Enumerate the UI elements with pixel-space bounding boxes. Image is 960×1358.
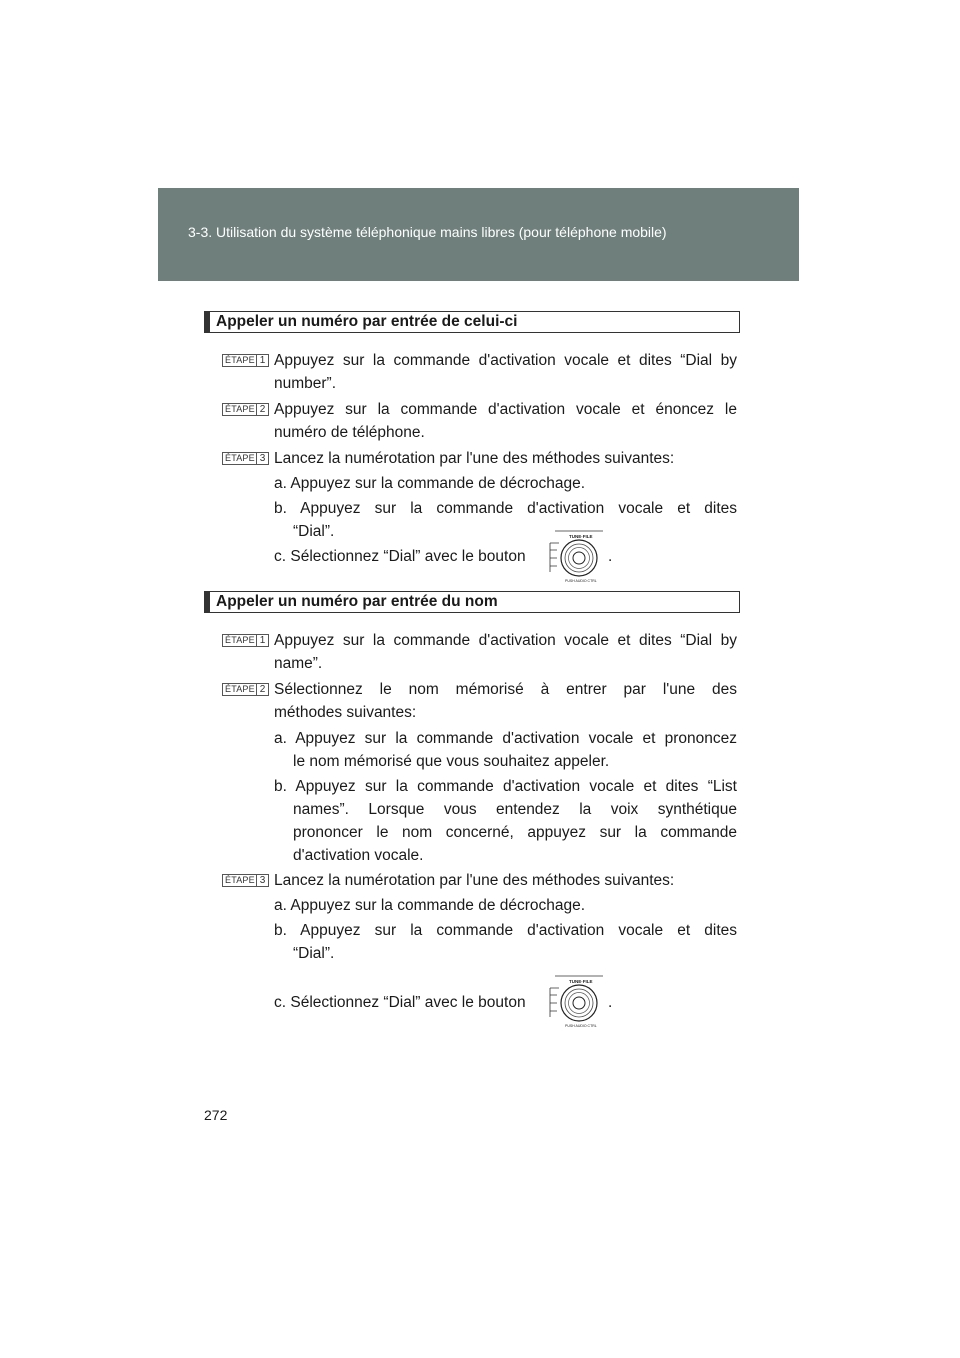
step-word: ÉTAPE (225, 684, 255, 694)
option-a: a. Appuyez sur la commande de décrochage. (274, 475, 586, 492)
step-badge-2 (222, 683, 269, 696)
step-word: ÉTAPE (225, 635, 255, 645)
option-b-cont: names”. Lorsque vous entendez la voix synthétique (293, 801, 737, 818)
option-b: b. Appuyez sur la commande d'activation vocale et dites (274, 500, 737, 517)
step-word: ÉTAPE (225, 404, 255, 414)
option-a-cont: le nom mémorisé que vous souhaitez appeler. (293, 753, 610, 770)
step-badge-3 (222, 874, 269, 887)
option-b-cont: “Dial”. (293, 945, 335, 962)
option-b-cont: prononcer le nom concerné, appuyez sur la commande (293, 824, 737, 841)
option-b: b. Appuyez sur la commande d'activation vocale et dites (274, 922, 737, 939)
section-title-text: Appeler un numéro par entrée du nom (216, 593, 498, 610)
tune-file-knob-icon (545, 528, 607, 586)
step-text: Sélectionnez le nom mémorisé à entrer par l'une des (274, 681, 737, 698)
step-number: 3 (256, 452, 268, 465)
option-b-cont: d'activation vocale. (293, 847, 424, 864)
step-badge-1 (222, 634, 269, 647)
option-c-end: . (608, 994, 613, 1011)
step-text: Lancez la numérotation par l'une des méthodes suivantes: (274, 872, 675, 889)
chapter-header (158, 188, 799, 281)
title-bar (205, 312, 210, 332)
step-text: Appuyez sur la commande d'activation vocale et dites “Dial by (274, 352, 737, 369)
option-a: a. Appuyez sur la commande d'activation vocale et prononcez (274, 730, 737, 747)
step-text: number”. (274, 375, 337, 392)
step-word: ÉTAPE (225, 355, 255, 365)
step-text: numéro de téléphone. (274, 424, 425, 441)
option-c: c. Sélectionnez “Dial” avec le bouton (274, 994, 526, 1011)
section-title-text: Appeler un numéro par entrée de celui-ci (216, 313, 518, 330)
step-text: Appuyez sur la commande d'activation vocale et dites “Dial by (274, 632, 737, 649)
section-title-name (204, 591, 740, 613)
step-number: 2 (256, 683, 268, 696)
chapter-title: 3-3. Utilisation du système téléphonique mains libres (pour téléphone mobile) (188, 224, 667, 240)
step-badge-2 (222, 403, 269, 416)
option-c-end: . (608, 548, 613, 565)
title-bar (205, 592, 210, 612)
option-c: c. Sélectionnez “Dial” avec le bouton (274, 548, 526, 565)
step-word: ÉTAPE (225, 875, 255, 885)
page-number: 272 (204, 1107, 228, 1123)
step-text: méthodes suivantes: (274, 704, 417, 721)
svg-text:TUNE·FILE: TUNE·FILE (569, 979, 593, 984)
option-a: a. Appuyez sur la commande de décrochage. (274, 897, 586, 914)
step-badge-1 (222, 354, 269, 367)
step-text: name”. (274, 655, 323, 672)
option-b: b. Appuyez sur la commande d'activation vocale et dites “List (274, 778, 737, 795)
step-text: Appuyez sur la commande d'activation vocale et énoncez le (274, 401, 737, 418)
step-text: Lancez la numérotation par l'une des méthodes suivantes: (274, 450, 675, 467)
option-b-cont: “Dial”. (293, 523, 335, 540)
step-badge-3 (222, 452, 269, 465)
step-number: 2 (256, 403, 268, 416)
section-title-number (204, 311, 740, 333)
svg-text:PUSH AUDIO CTRL: PUSH AUDIO CTRL (565, 579, 597, 583)
step-word: ÉTAPE (225, 453, 255, 463)
step-number: 1 (256, 634, 268, 647)
step-number: 1 (256, 354, 268, 367)
svg-text:PUSH AUDIO CTRL: PUSH AUDIO CTRL (565, 1024, 597, 1028)
svg-text:TUNE·FILE: TUNE·FILE (569, 534, 593, 539)
tune-file-knob-icon (545, 973, 607, 1031)
step-number: 3 (256, 874, 268, 887)
